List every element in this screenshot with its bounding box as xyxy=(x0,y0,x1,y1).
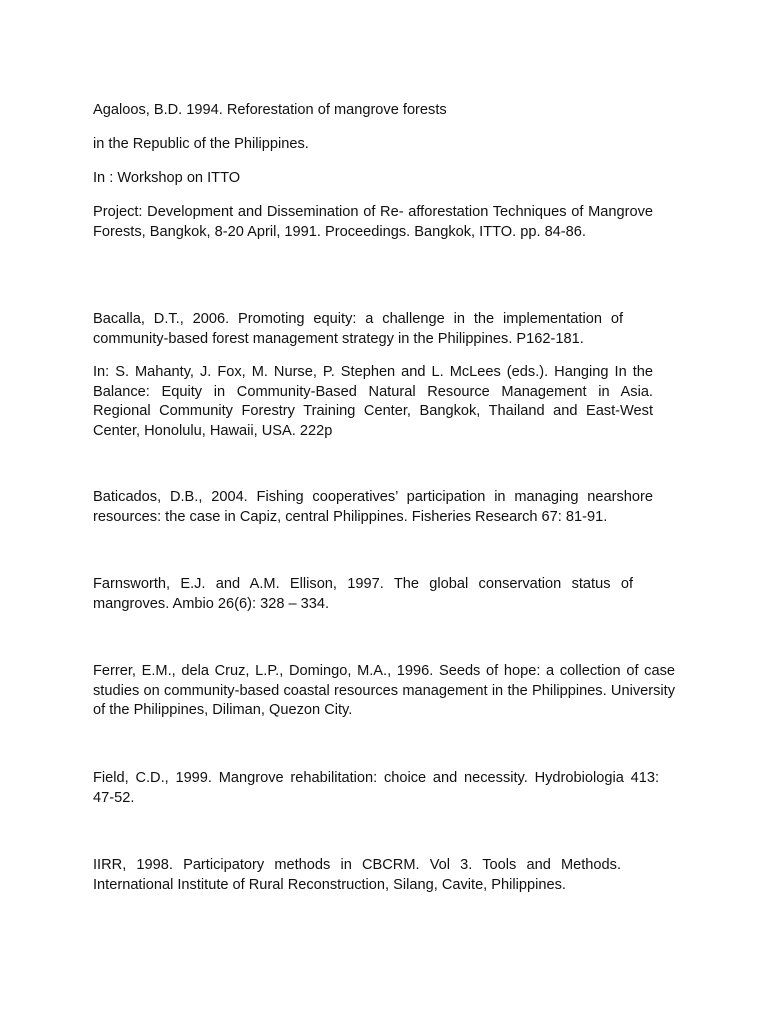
reference-iirr: IIRR, 1998. Participatory methods in CBCRM. Vol 3. Tools and Methods. International Institute of Rural Reconstruction, Silang, Cavite, Philippines. xyxy=(93,857,621,893)
reference-field: Field, C.D., 1999. Mangrove rehabilitation: choice and necessity. Hydrobiologia 413: 47-52. xyxy=(93,770,659,806)
reference-agaloos-line-3: In : Workshop on ITTO xyxy=(93,170,241,186)
reference-ferrer: Ferrer, E.M., dela Cruz, L.P., Domingo, M.A., 1996. Seeds of hope: a collection of case studies on community-based coastal resources management in the Philippines. University of the Philippines, Diliman, Quezon City. xyxy=(93,663,675,718)
reference-farnsworth: Farnsworth, E.J. and A.M. Ellison, 1997. The global conservation status of mangroves. Ambio 26(6): 328 – 334. xyxy=(93,576,633,612)
reference-baticados: Baticados, D.B., 2004. Fishing cooperatives’ participation in managing nearshore resources: the case in Capiz, central Philippines. Fisheries Research 67: 81-91. xyxy=(93,489,653,525)
reference-bacalla-main: Bacalla, D.T., 2006. Promoting equity: a challenge in the implementation of community-based forest management strategy in the Philippines. P162-181. xyxy=(93,311,623,347)
reference-bacalla-in: In: S. Mahanty, J. Fox, M. Nurse, P. Stephen and L. McLees (eds.). Hanging In the Balance: Equity in Community-Based Natural Resource Management in Asia. Regional Community Forestry Training Center, Bangkok, Thailand and East-West Center, Honolulu, Hawaii, USA. 222p xyxy=(93,364,653,439)
reference-agaloos-line-4: Project: Development and Dissemination of Re- afforestation Techniques of Mangrove Forests, Bangkok, 8-20 April, 1991. Proceedings. Bangkok, ITTO. pp. 84-86. xyxy=(93,204,653,240)
reference-agaloos-line-1: Agaloos, B.D. 1994. Reforestation of mangrove forests xyxy=(93,102,447,118)
reference-agaloos-line-2: in the Republic of the Philippines. xyxy=(93,136,309,152)
